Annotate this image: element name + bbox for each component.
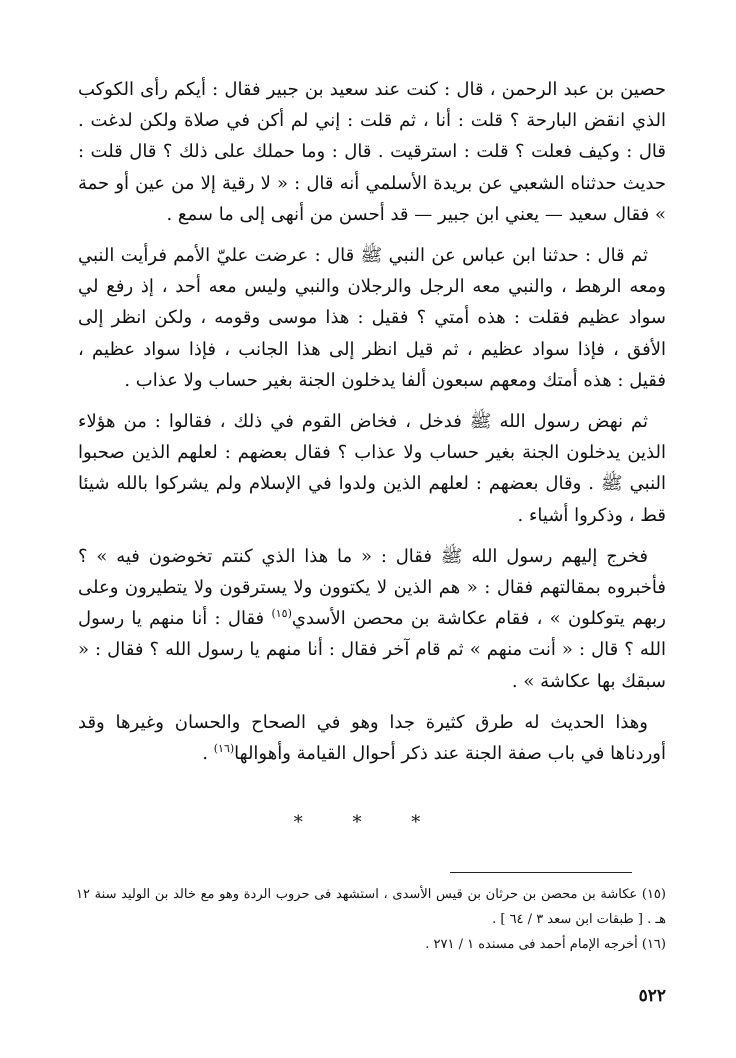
page-number-value: ٥٢٢ — [638, 986, 666, 1006]
footnote-15: (١٥) عكاشة بن محصن بن حرثان بن قيس الأسدى ، استشهد فى حروب الردة وهو مع خالد بن الوليد سنة ١٢ هـ . [ طبقات ابن سعد ٣ / ٦٤ ] . — [76, 887, 666, 927]
paragraph-5 — [78, 707, 666, 769]
paragraph-4-text-continued: فقال : أنا منهم يا رسول الله ؟ قال : « أنت منهم » ثم قام آخر فقال : أنا منهم يا رسول الله ؟ فقال : « سبقك بها عكاشة » . — [78, 608, 666, 692]
paragraph-2: ثم قال : حدثنا ابن عباس عن النبي ﷺ قال : عرضت عليّ الأمم فرأيت النبي ومعه الرهط ، والنبي معه الرجل والرجلان والنبي وليس معه أحد ، إذ رفع لي سواد عظيم فقلت : هذه أمتي ؟ فقيل : هذا موسى وقومه ، ولكن انظر إلى الأفق ، فإذا سواد عظيم ، ثم قيل انظر إلى هذا الجانب ، فإذا سواد عظيم ، فقيل : هذه أمتك ومعهم سبعون ألفا يدخلون الجنة بغير حساب ولا عذاب . — [78, 245, 666, 391]
page-number — [0, 986, 666, 1006]
footnotes — [76, 882, 666, 957]
paragraph-5-end: . — [202, 743, 214, 765]
footnote-ref-15: (١٥) — [271, 607, 292, 621]
paragraph-1: حصين بن عبد الرحمن ، قال : كنت عند سعيد بن جبير فقال : أيكم رأى الكوكب الذي انقض البارحة ؟ قلت : أنا ، ثم قلت : إني لم أكن في صلاة ولكن لدغت . قال : وكيف فعلت ؟ قلت : استرقيت . قال : وما حملك على ذلك ؟ قال قلت : حديث حدثناه الشعبي عن بريدة الأسلمي أنه قال : « لا رقية إلا من عين أو حمة » فقال سعيد — يعني ابن جبير — قد أحسن من أنهى إلى ما سمع . — [78, 79, 666, 225]
paragraph-4-text: فخرج إليهم رسول الله ﷺ فقال : « ما هذا الذي كنتم تخوضون فيه » ؟ فأخبروه بمقالتهم فقال : « هم الذين لا يكتوون ولا يسترقون ولا يتطيرون وعلى ربهم يتوكلون » ، فقام عكاشة بن محصن الأسدي — [78, 545, 666, 630]
paragraph-5-text: وهذا الحديث له طرق كثيرة جدا وهو في الصحاح والحسان وغيرها وقد أوردناها في باب صفة الجنة عند ذكر أحوال القيامة وأهوالها — [78, 711, 666, 765]
footnote-16: (١٦) أخرجه الإمام أحمد فى مسنده ١ / ٢٧١ . — [425, 937, 666, 952]
paragraph-4 — [78, 541, 666, 697]
main-text — [78, 74, 666, 769]
section-separator: * * * — [293, 812, 443, 833]
footnote-divider — [450, 872, 632, 873]
paragraph-3: ثم نهض رسول الله ﷺ فدخل ، فخاض القوم في ذلك ، فقالوا : من هؤلاء الذين يدخلون الجنة بغير حساب ولا عذاب ؟ فقال بعضهم : لعلهم الذين صحبوا النبي ﷺ . وقال بعضهم : لعلهم الذين ولدوا في الإسلام ولم يشركوا بالله شيئا قط ، وذكروا أشياء . — [78, 411, 666, 526]
footnote-ref-16: (١٦) — [213, 742, 235, 756]
